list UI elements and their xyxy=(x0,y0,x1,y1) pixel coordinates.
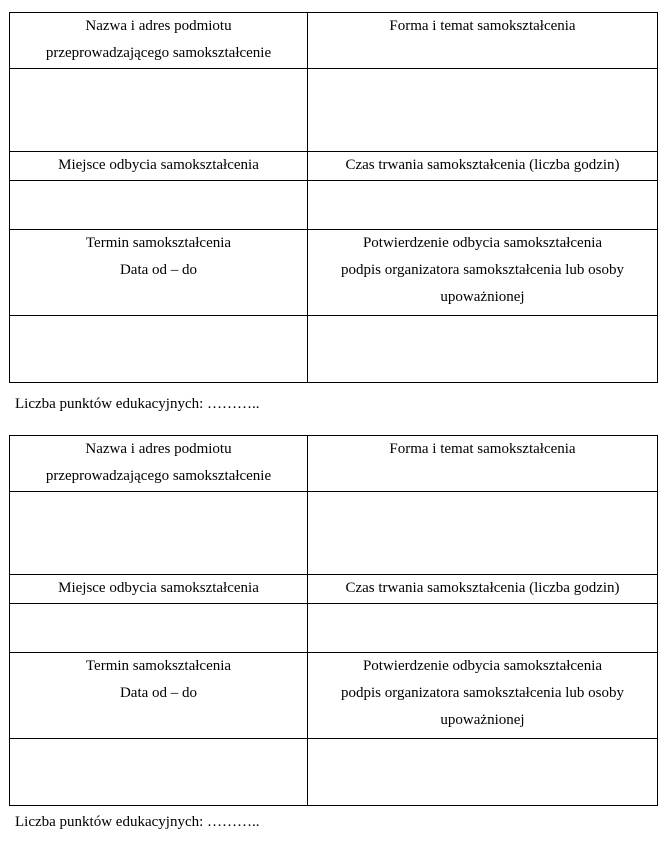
confirmation-header xyxy=(308,230,658,316)
organizer-name-label: Nazwa i adres podmiotu przeprowadzającego samokształcenie xyxy=(45,441,272,484)
educational-points-line: Liczba punktów edukacyjnych: ……….. xyxy=(15,396,260,412)
form-topic-field[interactable] xyxy=(308,492,658,575)
organizer-name-field[interactable] xyxy=(10,69,308,152)
confirmation-field[interactable] xyxy=(308,316,658,383)
duration-field[interactable] xyxy=(308,604,658,653)
place-label: Miejsce odbycia samokształcenia xyxy=(58,580,259,596)
form-table xyxy=(9,435,658,806)
term-header xyxy=(10,230,308,316)
organizer-name-label: Nazwa i adres podmiotu przeprowadzającego samokształcenie xyxy=(45,18,272,61)
confirmation-field[interactable] xyxy=(308,739,658,806)
duration-header xyxy=(308,152,658,181)
term-label: Termin samokształcenia Data od – do xyxy=(85,658,232,701)
form-topic-label: Forma i temat samokształcenia xyxy=(389,18,576,34)
self-study-form-2 xyxy=(9,435,657,830)
place-label: Miejsce odbycia samokształcenia xyxy=(58,157,259,173)
place-header xyxy=(10,152,308,181)
place-field[interactable] xyxy=(10,604,308,653)
confirmation-label: Potwierdzenie odbycia samokształcenia podpis organizatora samokształcenia lub osoby upoważnionej xyxy=(341,235,624,305)
form-table xyxy=(9,12,658,383)
organizer-name-field[interactable] xyxy=(10,492,308,575)
form-topic-header xyxy=(308,436,658,492)
term-header xyxy=(10,653,308,739)
form-topic-field[interactable] xyxy=(308,69,658,152)
place-field[interactable] xyxy=(10,181,308,230)
place-header xyxy=(10,575,308,604)
duration-header xyxy=(308,575,658,604)
form-topic-label: Forma i temat samokształcenia xyxy=(389,441,576,457)
duration-field[interactable] xyxy=(308,181,658,230)
duration-label: Czas trwania samokształcenia (liczba godzin) xyxy=(345,157,620,173)
term-label: Termin samokształcenia Data od – do xyxy=(85,235,232,278)
term-field[interactable] xyxy=(10,739,308,806)
self-study-form-1 xyxy=(9,12,657,412)
organizer-name-header xyxy=(10,13,308,69)
educational-points-line: Liczba punktów edukacyjnych: ……….. xyxy=(15,814,260,830)
organizer-name-header xyxy=(10,436,308,492)
form-topic-header xyxy=(308,13,658,69)
term-field[interactable] xyxy=(10,316,308,383)
confirmation-label: Potwierdzenie odbycia samokształcenia podpis organizatora samokształcenia lub osoby upoważnionej xyxy=(341,658,624,728)
confirmation-header xyxy=(308,653,658,739)
duration-label: Czas trwania samokształcenia (liczba godzin) xyxy=(345,580,620,596)
